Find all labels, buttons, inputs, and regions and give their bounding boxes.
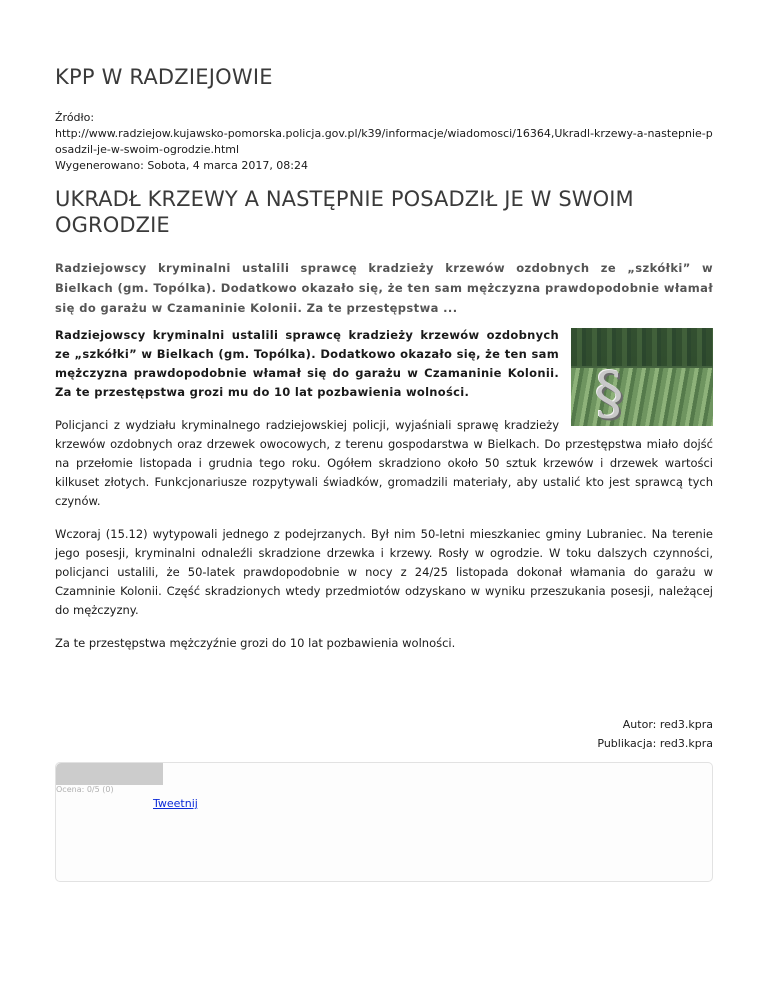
source-label: Źródło: [55, 111, 95, 124]
article-paragraph-3: Za te przestępstwa mężczyźnie grozi do 10 lat pozbawienia wolności. [55, 636, 456, 650]
article-lead: Radziejowscy kryminalni ustalili sprawcę kradzieży krzewów ozdobnych ze „szkółki” w Bielkach (gm. Topólka). Dodatkowo okazało się, że ten sam mężczyzna prawdopodobnie włamał się do garażu w Czamaninie Kolonii. Za te przestępstwa ... [55, 261, 713, 315]
photo-treeline [571, 328, 713, 366]
publication-line: Publikacja: red3.kpra [597, 737, 713, 750]
site-title: KPP W RADZIEJOWIE [55, 65, 273, 89]
article-paragraph-2: Wczoraj (15.12) wytypowali jednego z podejrzanych. Był nim 50-letni mieszkaniec gminy Lubraniec. Na terenie jego posesji, kryminalni odnaleźli skradzione drzewka i krzewy. Rosły w ogrodzie. W toku dalszych czynności, policjanci ustalili, że 50-latek prawdopodobnie w nocy z 24/25 listopada dokonał włamania do garażu w Czamninie Kolonii. Część skradzionych wtedy przedmiotów odzyskano w wyniku przeszukania posesji, należącej do mężczyzny. [55, 527, 713, 617]
article-title: UKRADŁ KRZEWY A NASTĘPNIE POSADZIŁ JE W SWOIM OGRODZIE [55, 187, 634, 237]
article-paragraph-1: Policjanci z wydziału kryminalnego radziejowskiej policji, wyjaśniali sprawę kradzieży krzewów ozdobnych oraz drzewek owocowych, z terenu gospodarstwa w Bielkach. Do przestępstwa miało dojść na przełomie listopada i grudnia tego roku. Ogółem skradziono około 50 sztuk krzewów i drzewek wartości kilkuset złotych. Funkcjonariusze rozpytywali świadków, gromadzili materiały, aby ustalić kto jest sprawcą tych czynów. [55, 418, 713, 508]
rating-bar[interactable] [56, 763, 163, 785]
generated-date: Wygenerowano: Sobota, 4 marca 2017, 08:24 [55, 159, 309, 172]
paragraph-sign-icon: § [594, 359, 624, 426]
tweet-link[interactable]: Tweetnij [153, 797, 198, 810]
rating-text: Ocena: 0/5 (0) [56, 785, 114, 794]
source-url: http://www.radziejow.kujawsko-pomorska.policja.gov.pl/k39/informacje/wiadomosci/16364,Ukradl-krzewy-a-nastepnie-posadzil-je-w-swoim-ogrodzie.html [55, 127, 713, 156]
article-intro: Radziejowscy kryminalni ustalili sprawcę kradzieży krzewów ozdobnych ze „szkółki” w Bielkach (gm. Topólka). Dodatkowo okazało się, że ten sam mężczyzna prawdopodobnie włamał się do garażu w Czamaninie Kolonii. Za te przestępstwa grozi mu do 10 lat pozbawienia wolności. [55, 328, 559, 399]
article-body [55, 326, 713, 653]
article-signature [55, 715, 713, 753]
author-line: Autor: red3.kpra [622, 718, 713, 731]
rating-share-box [55, 762, 713, 882]
source-meta [55, 110, 713, 174]
article-photo [571, 328, 713, 426]
